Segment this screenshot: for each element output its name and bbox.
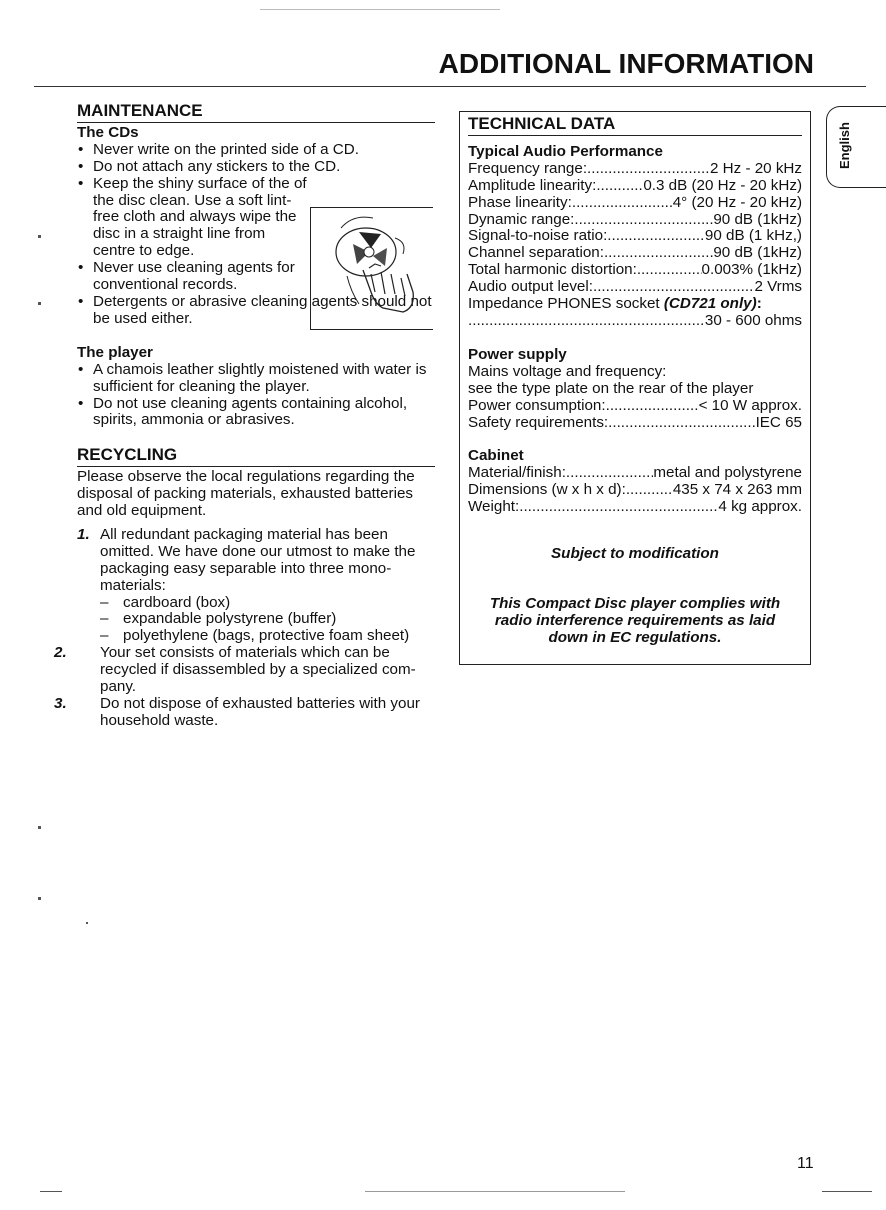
spec-value: 4° (20 Hz - 20 kHz): [672, 193, 802, 211]
recycling-intro: Please observe the local regulations regarding the disposal of packing materials, exhausted batteries and old equipment.: [77, 468, 415, 520]
disc-cleaning-icon: [311, 208, 433, 329]
scan-speck: [822, 1191, 872, 1192]
materials-list: [100, 595, 435, 646]
phones-label-text: Impedance PHONES socket: [468, 295, 664, 313]
spec-row: [468, 262, 802, 279]
spec-row: [468, 279, 802, 296]
list-item: – polyethylene (bags, protective foam sheet): [100, 628, 435, 645]
page-number: 11: [797, 1155, 814, 1172]
spec-value: 4 kg approx.: [718, 498, 802, 516]
spec-label: Amplitude linearity:: [468, 176, 597, 194]
scan-speck: [86, 922, 88, 924]
spec-label: Signal-to-noise ratio:: [468, 227, 608, 245]
list-item: [54, 696, 435, 730]
language-tab-label: English: [837, 122, 852, 169]
spec-label: Phase linearity:: [468, 193, 572, 211]
recycling-heading: RECYCLING: [77, 447, 435, 467]
audio-subheading: Typical Audio Performance: [468, 142, 663, 160]
scan-speck: [38, 302, 41, 305]
cds-subheading: The CDs: [77, 123, 139, 141]
spec-row: [468, 178, 802, 195]
cds-block: [77, 125, 435, 328]
scan-speck: [365, 1191, 625, 1192]
page-title: ADDITIONAL INFORMATION: [438, 48, 814, 79]
scan-speck: [260, 9, 500, 10]
spec-value: < 10 W approx.: [698, 396, 802, 414]
spec-label: Power consumption:: [468, 396, 606, 414]
spec-label: Weight:: [468, 498, 520, 516]
scan-speck: [38, 826, 41, 829]
spec-row: [468, 313, 802, 330]
spec-label: Audio output level:: [468, 278, 593, 296]
spec-value: 90 dB (1kHz): [713, 244, 802, 262]
spec-value: metal and polystyrene: [653, 464, 802, 482]
item-text: All redundant packaging material has been omitted. We have done our utmost to make the packaging easy separable into three mono-materials:: [100, 525, 416, 594]
left-column: [54, 101, 435, 730]
player-list: [77, 362, 435, 430]
spec-value: 2 Hz - 20 kHz: [710, 159, 802, 177]
cabinet-subheading: Cabinet: [468, 447, 524, 465]
item-number: 2.: [54, 644, 67, 662]
spec-value: 2 Vrms: [754, 278, 802, 296]
list-item: • Keep the shiny surface of the of the disc clean. Use a soft lint-free cloth and always wipe the disc in a straight line from centre to edge.: [77, 176, 311, 261]
phones-model: (CD721 only): [663, 295, 757, 313]
spec-value: 0.003% (1kHz): [701, 261, 802, 279]
list-item: • Do not attach any stickers to the CD.: [77, 159, 435, 176]
spec-row: [468, 212, 802, 229]
spec-row: [468, 465, 802, 482]
spec-value: IEC 65: [755, 413, 802, 431]
technical-heading: TECHNICAL DATA: [468, 116, 802, 136]
cd-cleaning-illustration: [310, 207, 433, 330]
item-number: 3.: [54, 695, 67, 712]
phones-impedance-label: [468, 296, 802, 313]
language-tab: [826, 106, 886, 188]
scan-speck: [38, 897, 41, 900]
item-text: Do not dispose of exhausted batteries with your household waste.: [100, 695, 420, 729]
list-item: [77, 527, 435, 645]
list-item: • Do not use cleaning agents containing alcohol, spirits, ammonia or abrasives.: [77, 396, 435, 430]
scan-speck: [40, 1191, 62, 1192]
spec-label: Channel separation:: [468, 244, 604, 262]
technical-data-box: [459, 111, 811, 665]
spec-value: 30 - 600 ohms: [704, 311, 802, 329]
modification-note: Subject to modification: [551, 545, 719, 563]
power-line: Mains voltage and frequency:: [468, 362, 667, 380]
spec-label: Dimensions (w x h x d):: [468, 481, 626, 499]
spec-value: 435 x 74 x 263 mm: [672, 481, 802, 499]
maintenance-heading: MAINTENANCE: [77, 103, 435, 123]
spec-row: [468, 482, 802, 499]
spec-row: [468, 195, 802, 212]
item-text: Your set consists of materials which can be recycled if disassembled by a specialized com-pany.: [100, 644, 416, 696]
spec-label: Safety requirements:: [468, 413, 609, 431]
title-divider: [34, 86, 866, 87]
list-item: – cardboard (box): [100, 595, 435, 612]
spec-label: Dynamic range:: [468, 210, 575, 228]
list-item: • A chamois leather slightly moistened with water is sufficient for cleaning the player.: [77, 362, 435, 396]
spec-value: 90 dB (1kHz): [713, 210, 802, 228]
spec-row: [468, 398, 802, 415]
compliance-note: This Compact Disc player complies with radio interference requirements as laid down in EC regulations.: [489, 594, 781, 646]
power-line: see the type plate on the rear of the player: [468, 379, 754, 397]
spec-row: [468, 228, 802, 245]
list-item: – expandable polystyrene (buffer): [100, 611, 435, 628]
spec-row: [468, 415, 802, 432]
spec-value: 90 dB (1 kHz,): [704, 227, 802, 245]
list-item: [54, 645, 435, 696]
power-subheading: Power supply: [468, 345, 567, 363]
spec-row: [468, 499, 802, 516]
scan-speck: [38, 235, 41, 238]
list-item: • Never write on the printed side of a CD.: [77, 142, 435, 159]
phones-colon: :: [756, 295, 762, 313]
item-number: 1.: [77, 525, 90, 543]
list-item: • Never use cleaning agents for conventional records.: [77, 260, 311, 294]
player-subheading: The player: [77, 343, 153, 361]
spec-value: 0.3 dB (20 Hz - 20 kHz): [643, 176, 802, 194]
spec-label: Total harmonic distortion:: [468, 261, 637, 279]
spec-label: Frequency range:: [468, 159, 588, 177]
recycling-list: [54, 525, 435, 730]
spec-row: [468, 245, 802, 262]
spec-label: Material/finish:: [468, 464, 566, 482]
spec-row: [468, 161, 802, 178]
list-item: • Detergents or abrasive cleaning agents should not be used either.: [77, 294, 435, 328]
